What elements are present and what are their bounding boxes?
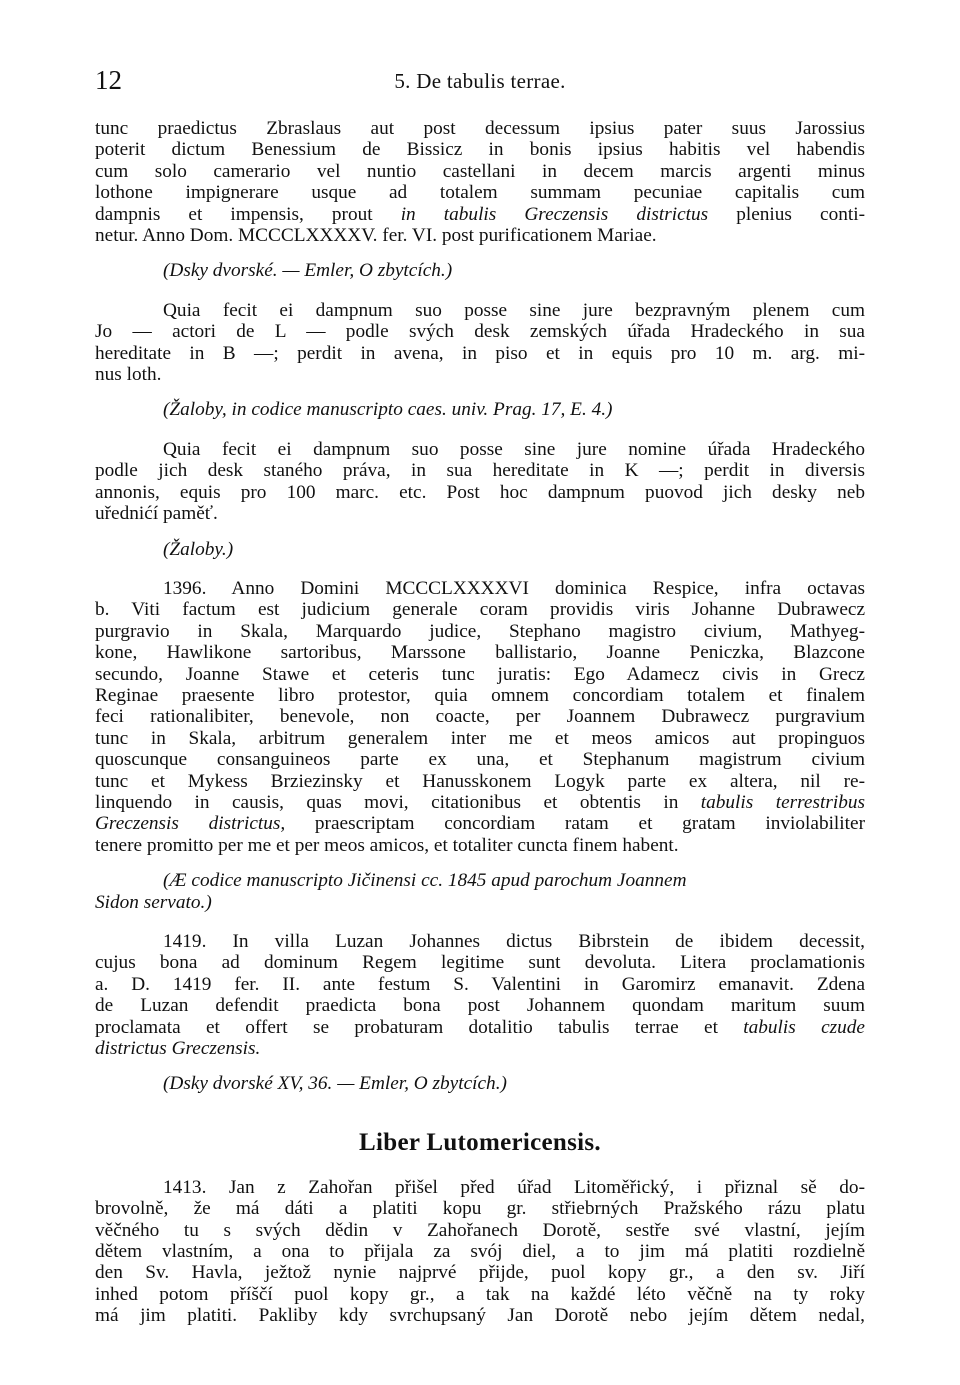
entry-paragraph [95,1177,865,1327]
text-line: cujus bona ad dominum Regem legitime sunt devoluta. Litera proclamationis [95,952,865,974]
text-line: Quia fecit ei dampnum suo posse sine jure bezpravným plenem cum [163,299,865,321]
text-fragment: plenius conti- [708,203,865,225]
text-line: věčného tu s svých dědin v Zahořanech Dorotě, sestře své vlastní, jejím [95,1219,865,1241]
text-line: b. Viti factum est judicium generale coram providis viris Johanne Dubrawecz [95,599,865,621]
entry-paragraph [95,300,865,386]
text-line: de Luzan defendit praedicta bona post Johannem quondam maritum suum [95,995,865,1017]
section-title: Liber Lutomericensis. [359,1128,601,1156]
text-line [95,1038,865,1059]
entry-paragraph [95,439,865,525]
text-line: inhed potom příščí puol kopy gr., a tak na každé léto věčně na ty roky [95,1283,865,1305]
text-line: tenere promitto per me et per meos amicos, et totaliter cuncta finem habent. [95,834,679,856]
italic-citation: tabulis czude [743,1016,865,1038]
italic-citation: in tabulis Greczensis districtus [400,203,709,225]
text-fragment: linquendo in causis, quas movi, citationibus et obtentis in [95,791,701,813]
text-line: brovolně, že má dáti a platiti kopu gr. střiebrných Pražského rázu platu [95,1198,865,1220]
text-line: nus loth. [95,364,162,386]
text-line: poterit dictum Benessium de Bissicz in bonis ipsius habitis vel habendis [95,139,865,161]
text-line: cum solo camerario vel nuntio castellani in decem marcis argenti minus [95,160,865,182]
text-fragment: proclamata et offert se probaturam dotalitio tabulis terrae et [95,1016,744,1038]
text-line: hereditate in B —; perdit in avena, in piso et in equis pro 10 m. arg. mi- [95,342,865,364]
italic-citation: tabulis terrestribus [700,791,865,813]
text-line: quoscunque consanguineos parte ex una, et Stephanum magistrum civium [95,749,865,771]
entry-paragraph [95,931,865,1059]
text-line: den Sv. Havla, ježtož nynie najprvé přijde, puol kopy gr., a den sv. Jiří [95,1262,865,1284]
text-line: podle jich desk staného práva, in sua hereditate in K —; perdit in diversis [95,460,865,482]
text-line: uřednićí paměť. [95,503,218,525]
page-number: 12 [95,65,122,95]
entry-paragraph [95,578,865,856]
text-line: lothone impignerare usque ad totalem summam pecuniae capitalis cum [95,182,865,204]
text-line: feci rationalibiter, benevole, non coacte, per Joannem Dubrawecz purgravium [95,706,865,728]
text-line: a. D. 1419 fer. II. ante festum S. Valentini in Garomirz emanavit. Zdena [95,973,865,995]
text-line [95,813,865,834]
text-line: 1396. Anno Domini MCCCLXXXXVI dominica Respice, infra octavas [163,577,865,599]
text-line: dětem vlastním, a ona to přijala za svój diel, a to jim má platiti rozdielně [95,1241,865,1263]
text-line: Sidon servato.) [95,891,212,913]
text-line [95,1017,865,1038]
text-line: (Dsky dvorské. — Emler, O zbytcích.) [163,260,453,282]
italic-citation: Greczensis districtus, [95,813,286,835]
source-citation [95,870,865,913]
text-line: purgravio in Skala, Marquardo judice, Stephano magistro civium, Mathyeg- [95,620,865,642]
page-header [95,62,865,98]
text-line: (Æ codice manuscripto Jičinensi cc. 1845 apud parochum Joannem [163,870,687,892]
text-line: 1419. In villa Luzan Johannes dictus Bibrstein de ibidem decessit, [163,931,865,952]
text-fragment: praescriptam concordiam ratam et gratam inviolabiliter [285,813,865,835]
text-line: tunc praedictus Zbraslaus aut post decessum ipsius pater suus Jarossius [95,118,865,139]
entry-paragraph [95,118,865,246]
source-citation [95,539,865,560]
text-line: (Žaloby, in codice manuscripto caes. univ. Prag. 17, E. 4.) [163,399,613,421]
text-line: (Dsky dvorské XV, 36. — Emler, O zbytcích.) [163,1073,507,1095]
text-line: 1413. Jan z Zahořan přišel před úřad Litoměřický, i přiznal sě do- [163,1176,865,1198]
source-citation [95,260,865,281]
text-line: Reginae praesente libro protestor, quia omnem concordiam totalem et finalem [95,684,865,706]
text-line [95,204,865,225]
page-body [95,118,865,1327]
text-line: netur. Anno Dom. MCCCLXXXXV. fer. VI. post purificationem Mariae. [95,225,657,247]
text-line: Jo — actori de L — podle svých desk zemských úřada Hradeckého in sua [95,321,865,343]
running-head: 5. De tabulis terrae. [394,69,566,93]
text-fragment: dampnis et impensis, prout [95,203,401,225]
text-line: kone, Hawlikone sartoribus, Marssone ballistario, Joanne Peniczka, Blazcone [95,642,865,664]
text-line: má jim platiti. Pakliby kdy svrchupsaný Jan Dorotě nebo jejím dětem nedal, [95,1305,865,1327]
italic-citation: districtus Greczensis. [95,1038,261,1060]
source-citation [95,399,865,420]
text-line [95,792,865,813]
text-line: (Žaloby.) [163,538,234,560]
source-citation [95,1073,865,1094]
text-line: tunc et Mykess Brziezinsky et Hanusskonem Logyk parte ex altera, nil re- [95,770,865,792]
text-line: tunc in Skala, arbitrum generalem inter me et meos amicos aut propinguos [95,727,865,749]
text-line: Quia fecit ei dampnum suo posse sine jure nomine úřada Hradeckého [163,438,865,460]
text-line: annonis, equis pro 100 marc. etc. Post hoc dampnum puovod jich desky neb [95,481,865,503]
text-line: secundo, Joanne Stawe et ceteris tunc juratis: Ego Adamecz civis in Grecz [95,663,865,685]
